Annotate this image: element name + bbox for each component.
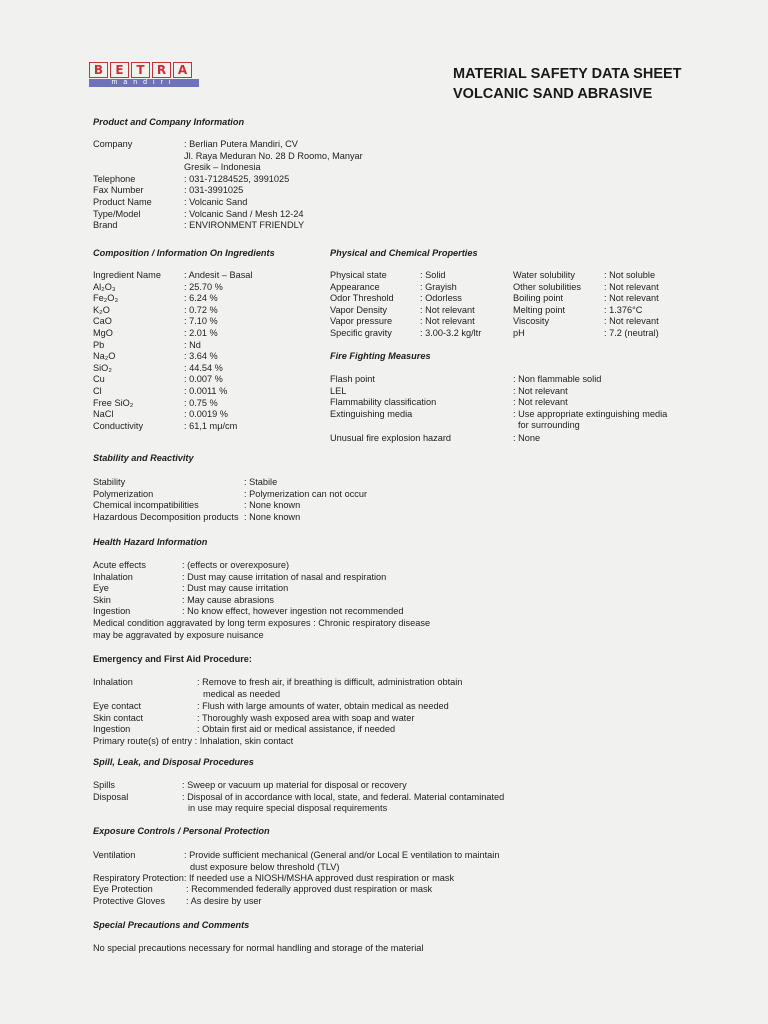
ingredient-value: : 61,1 mμ/cm [184, 420, 238, 431]
section-heading-physical: Physical and Chemical Properties [330, 248, 478, 258]
property-label: Boiling point [513, 293, 564, 304]
health-value: : No know effect, however ingestion not recommended [182, 606, 404, 617]
health-label: Ingestion [93, 606, 131, 617]
exposure-respiratory: Respiratory Protection: If needed use a NIOSH/MSHA approved dust respiration or mask [93, 873, 455, 883]
ingredient-label: CaO [93, 316, 112, 327]
firstaid-inhalation-value: : Remove to fresh air, if breathing is difficult, administration obtain [197, 677, 463, 687]
property-value: : Grayish [420, 281, 457, 292]
fire-value: : Not relevant [513, 385, 568, 396]
property-label: Odor Threshold [330, 293, 394, 304]
health-medical-line1: Medical condition aggravated by long term exposures : Chronic respiratory disease [93, 618, 431, 628]
spill-disposal-continuation: in use may require special disposal requirements [188, 803, 388, 814]
field-label [93, 151, 152, 163]
spill-values [182, 780, 504, 815]
stability-label: Chemical incompatibilities [93, 500, 199, 511]
fire-values [513, 374, 667, 432]
property-label: Physical state [330, 270, 387, 280]
firstaid-value: : Obtain first aid or medical assistance, if needed [197, 724, 396, 735]
field-value: : ENVIRONMENT FRIENDLY [184, 220, 305, 231]
property-value: : Not relevant [420, 316, 475, 327]
section-heading-special: Special Precautions and Comments [93, 920, 250, 930]
health-values [182, 560, 403, 618]
fire-label: LEL [330, 385, 347, 396]
exposure-ventilation-continuation: dust exposure below threshold (TLV) [190, 862, 340, 872]
property-label: Melting point [513, 304, 566, 315]
ingredient-value: : 2.01 % [184, 327, 218, 338]
section-heading-product: Product and Company Information [93, 117, 245, 127]
stability-value: : Polymerization can not occur [244, 488, 368, 499]
product-values [184, 139, 363, 232]
fire-hazard-label: Unusual fire explosion hazard [330, 433, 452, 443]
property-value: : Not relevant [604, 316, 659, 327]
exposure-value: : Recommended federally approved dust respiration or mask [186, 884, 433, 894]
logo-letters [89, 62, 194, 78]
ingredient-value: : Nd [184, 339, 201, 350]
firstaid-label: Eye contact [93, 701, 142, 711]
ingredient-value: : 0.0019 % [184, 409, 228, 420]
stability-values [244, 477, 367, 523]
property-label: Vapor Density [330, 304, 388, 315]
property-value: : Solid [420, 270, 446, 280]
field-value: Gresik – Indonesia [184, 162, 261, 173]
exposure-labels [93, 884, 165, 907]
field-label: Company [93, 139, 133, 149]
health-value: : Dust may cause irritation of nasal and respiration [182, 571, 387, 582]
ingredient-value: : 3.64 % [184, 351, 218, 362]
document-subtitle: VOLCANIC SAND ABRASIVE [453, 86, 653, 102]
product-labels [93, 139, 152, 232]
property-value: : Not soluble [604, 270, 656, 280]
logo-letter: A [173, 62, 192, 78]
logo-letter: E [110, 62, 129, 78]
physical-left-values [420, 270, 481, 340]
stability-label: Stability [93, 477, 126, 487]
exposure-values [186, 884, 432, 907]
spill-value: : Disposal of in accordance with local, state, and federal. Material contaminated [182, 791, 505, 802]
composition-values [184, 270, 252, 432]
ingredient-label: Conductivity [93, 420, 144, 431]
ingredient-value: : 25.70 % [184, 281, 223, 292]
health-value: : May cause abrasions [182, 594, 274, 605]
exposure-label: Eye Protection [93, 884, 153, 894]
firstaid-label: Ingestion [93, 724, 131, 735]
ingredient-label: Cu [93, 374, 105, 385]
property-value: : Not relevant [604, 281, 659, 292]
fire-labels [330, 374, 436, 420]
firstaid-value: : Thoroughly wash exposed area with soap and water [197, 712, 415, 723]
ingredient-label: Na₂O [93, 351, 116, 362]
ingredient-label: MgO [93, 327, 113, 338]
field-label: Type/Model [93, 208, 141, 219]
health-medical-line2: may be aggravated by exposure nuisance [93, 630, 264, 640]
firstaid-inhalation-continuation: medical as needed [203, 689, 281, 699]
ingredient-value: : 6.24 % [184, 293, 218, 304]
ingredient-value: : 0.72 % [184, 304, 218, 315]
ingredient-label: Free SiO₂ [93, 397, 134, 408]
property-label: Appearance [330, 281, 380, 292]
health-labels [93, 560, 146, 618]
exposure-label: Protective Gloves [93, 895, 165, 906]
fire-label: Flammability classification [330, 397, 437, 408]
fire-hazard-value: : None [513, 433, 541, 443]
exposure-ventilation-value: : Provide sufficient mechanical (General and/or Local E ventilation to maintain [184, 850, 500, 860]
ingredient-label: SiO₂ [93, 362, 112, 373]
property-label: Specific gravity [330, 327, 392, 338]
section-heading-composition: Composition / Information On Ingredients [93, 248, 275, 258]
fire-value: : Use appropriate extinguishing media [513, 408, 668, 419]
fire-value: : Non flammable solid [513, 374, 602, 384]
property-label: Other solubilities [513, 281, 581, 292]
field-label: Product Name [93, 196, 152, 207]
property-value: : 7.2 (neutral) [604, 327, 659, 338]
ingredient-value: : Andesit – Basal [184, 270, 253, 280]
property-value: : Not relevant [420, 304, 475, 315]
field-value: : 031-3991025 [184, 185, 244, 196]
stability-value: : None known [244, 511, 301, 522]
logo-subtitle: mandiri [89, 79, 199, 87]
fire-value: : Not relevant [513, 397, 568, 408]
section-heading-fire: Fire Fighting Measures [330, 351, 431, 361]
section-heading-stability: Stability and Reactivity [93, 453, 194, 463]
field-value: : Volcanic Sand / Mesh 12-24 [184, 208, 304, 219]
logo-letter: B [89, 62, 108, 78]
ingredient-label: Al₂O₃ [93, 281, 116, 292]
property-label: pH [513, 327, 525, 338]
physical-right-values [604, 270, 659, 340]
section-heading-firstaid: Emergency and First Aid Procedure: [93, 654, 252, 664]
firstaid-value: : Flush with large amounts of water, obtain medical as needed [197, 701, 449, 711]
ingredient-label: Ingredient Name [93, 270, 161, 280]
section-heading-spill: Spill, Leak, and Disposal Procedures [93, 757, 254, 767]
property-label: Vapor pressure [330, 316, 393, 327]
field-value: : Volcanic Sand [184, 196, 248, 207]
ingredient-value: : 44.54 % [184, 362, 223, 373]
firstaid-label: Skin contact [93, 712, 144, 723]
stability-value: : None known [244, 500, 301, 511]
ingredient-value: : 0.0011 % [184, 385, 228, 396]
fire-label: Flash point [330, 374, 375, 384]
health-label: Acute effects [93, 560, 146, 570]
property-value: : 1.376°C [604, 304, 643, 315]
exposure-ventilation-label: Ventilation [93, 850, 136, 860]
spill-labels [93, 780, 128, 803]
fire-value-continuation: for surrounding [518, 420, 580, 431]
ingredient-label: Pb [93, 339, 105, 350]
spill-value: : Sweep or vacuum up material for disposal or recovery [182, 780, 407, 790]
field-value: : Berlian Putera Mandiri, CV [184, 139, 298, 149]
property-value: : Odorless [420, 293, 462, 304]
fire-label: Extinguishing media [330, 408, 413, 419]
field-value: Jl. Raya Meduran No. 28 D Roomo, Manyar [184, 150, 363, 161]
ingredient-label: Fe₂O₃ [93, 293, 119, 304]
property-label: Viscosity [513, 316, 550, 327]
health-label: Inhalation [93, 571, 133, 582]
section-heading-health: Health Hazard Information [93, 537, 208, 547]
firstaid-labels [93, 701, 143, 736]
stability-label: Polymerization [93, 488, 154, 499]
composition-labels [93, 270, 161, 432]
physical-right-labels [513, 270, 581, 340]
ingredient-value: : 7.10 % [184, 316, 218, 327]
logo-letter: T [131, 62, 150, 78]
firstaid-values [197, 701, 449, 736]
section-heading-exposure: Exposure Controls / Personal Protection [93, 826, 270, 836]
field-label: Fax Number [93, 185, 144, 196]
health-label: Eye [93, 583, 109, 594]
exposure-value: : As desire by user [186, 895, 262, 906]
property-label: Water solubility [513, 270, 575, 280]
health-value: : Dust may cause irritation [182, 583, 289, 594]
property-value: : Not relevant [604, 293, 659, 304]
spill-label: Disposal [93, 791, 129, 802]
field-label [93, 162, 152, 174]
field-value: : 031-71284525, 3991025 [184, 173, 290, 184]
ingredient-label: NaCl [93, 409, 114, 420]
stability-value: : Stabile [244, 477, 278, 487]
company-logo [89, 62, 201, 100]
health-value: : (effects or overexposure) [182, 560, 290, 570]
stability-label: Hazardous Decomposition products [93, 511, 239, 522]
property-value: : 3.00-3.2 kg/ltr [420, 327, 482, 338]
spill-label: Spills [93, 780, 115, 790]
field-label: Brand [93, 220, 118, 231]
ingredient-value: : 0.007 % [184, 374, 223, 385]
logo-letter: R [152, 62, 171, 78]
firstaid-inhalation-label: Inhalation [93, 677, 133, 687]
ingredient-label: Cl [93, 385, 102, 396]
ingredient-label: K₂O [93, 304, 110, 315]
special-text: No special precautions necessary for normal handling and storage of the material [93, 943, 424, 953]
document-title: MATERIAL SAFETY DATA SHEET [453, 66, 682, 82]
ingredient-value: : 0.75 % [184, 397, 218, 408]
stability-labels [93, 477, 239, 523]
health-label: Skin [93, 594, 111, 605]
physical-left-labels [330, 270, 394, 340]
firstaid-routes: Primary route(s) of entry : Inhalation, skin contact [93, 736, 294, 746]
field-label: Telephone [93, 173, 136, 184]
